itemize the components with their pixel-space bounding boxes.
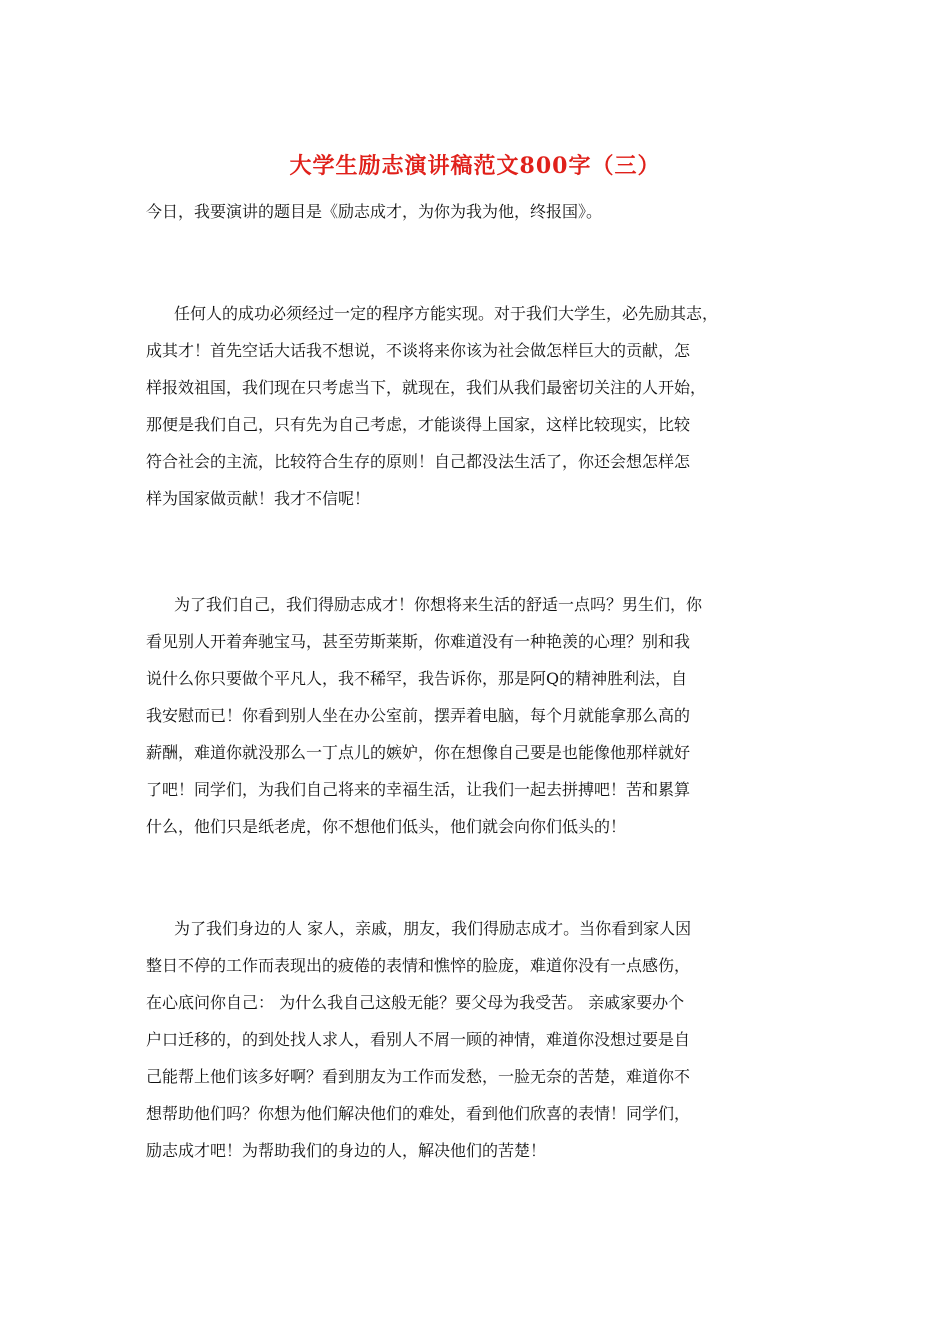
- paragraph-line: 成其才！首先空话大话我不想说，不谈将来你该为社会做怎样巨大的贡献，怎: [146, 341, 691, 360]
- document-title: 大学生励志演讲稿范文800字（三）: [289, 153, 661, 179]
- paragraph-line: 说什么你只要做个平凡人，我不稀罕，我告诉你，那是阿Q的精神胜利法，自: [146, 669, 688, 688]
- paragraph-line: 为了我们身边的人 家人，亲戚，朋友，我们得励志成才。当你看到家人因: [174, 919, 692, 938]
- paragraph-line: 整日不停的工作而表现出的疲倦的表情和憔悴的脸庞，难道你没有一点感伤，: [146, 956, 691, 975]
- paragraph-line: 看见别人开着奔驰宝马，甚至劳斯莱斯，你难道没有一种艳羡的心理？别和我: [146, 632, 691, 651]
- intro-line: 今日，我要演讲的题目是《励志成才，为你为我为他，终报国》。: [146, 202, 603, 221]
- paragraph-line: 励志成才吧！为帮助我们的身边的人，解决他们的苦楚！: [146, 1141, 547, 1160]
- paragraph-line: 了吧！同学们，为我们自己将来的幸福生活，让我们一起去拼搏吧！苦和累算: [146, 780, 691, 799]
- paragraph-2: [146, 586, 826, 845]
- paragraph-1: [146, 295, 826, 517]
- paragraph-line: 样为国家做贡献！我才不信呢！: [146, 489, 371, 508]
- paragraph-line: 薪酬，难道你就没那么一丁点儿的嫉妒，你在想像自己要是也能像他那样就好: [146, 743, 691, 762]
- paragraph-3: [146, 910, 826, 1169]
- paragraph-line: 什么，他们只是纸老虎，你不想他们低头，他们就会向你们低头的！: [146, 817, 627, 836]
- paragraph-line: 想帮助他们吗？你想为他们解决他们的难处，看到他们欣喜的表情！同学们，: [146, 1104, 691, 1123]
- paragraph-line: 样报效祖国，我们现在只考虑当下，就现在，我们从我们最密切关注的人开始，: [146, 378, 707, 397]
- paragraph-line: 任何人的成功必须经过一定的程序方能实现。对于我们大学生，必先励其志，: [174, 304, 719, 323]
- paragraph-line: 符合社会的主流，比较符合生存的原则！自己都没法生活了，你还会想怎样怎: [146, 452, 691, 471]
- paragraph-line: 在心底问你自己： 为什么我自己这般无能？要父母为我受苦。 亲戚家要办个: [146, 993, 685, 1012]
- paragraph-line: 我安慰而已！你看到别人坐在办公室前，摆弄着电脑，每个月就能拿那么高的: [146, 706, 691, 725]
- paragraph-line: 户口迁移的，的到处找人求人，看别人不屑一顾的神情，难道你没想过要是自: [146, 1030, 691, 1049]
- paragraph-line: 己能帮上他们该多好啊？看到朋友为工作而发愁，一脸无奈的苦楚，难道你不: [146, 1067, 691, 1086]
- paragraph-line: 那便是我们自己，只有先为自己考虑，才能谈得上国家，这样比较现实，比较: [146, 415, 691, 434]
- paragraph-line: 为了我们自己，我们得励志成才！你想将来生活的舒适一点吗？男生们，你: [174, 595, 703, 614]
